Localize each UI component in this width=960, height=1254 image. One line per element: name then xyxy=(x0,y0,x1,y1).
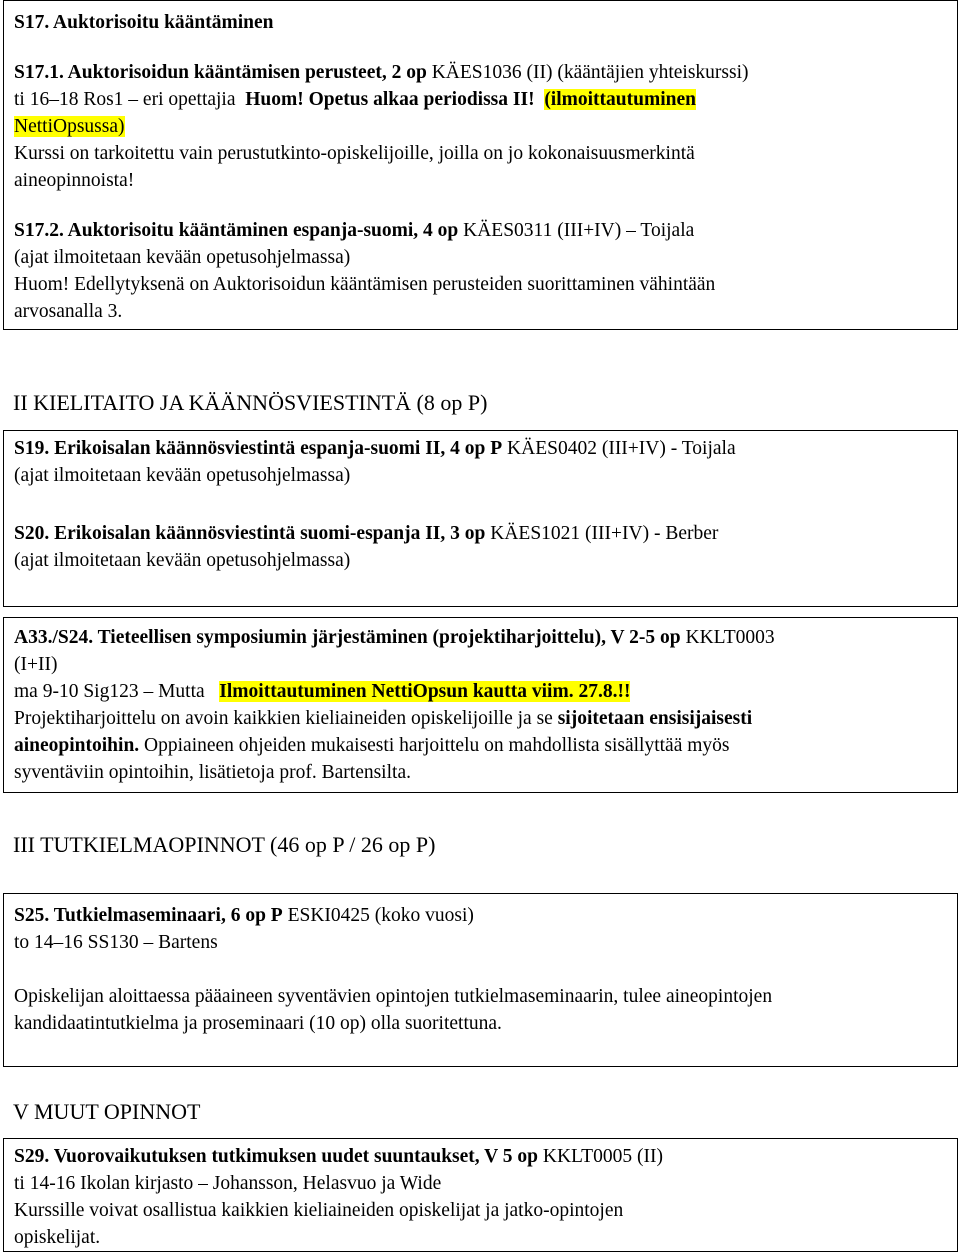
course-s19-time: (ajat ilmoitetaan kevään opetusohjelmassa) xyxy=(14,465,351,486)
course-a33: A33./S24. Tieteellisen symposiumin järjestäminen (projektiharjoittelu), V 2-5 op KKLT0003 xyxy=(14,627,775,648)
course-s17-2-time: (ajat ilmoitetaan kevään opetusohjelmassa) xyxy=(14,247,351,268)
course-box-s17 xyxy=(3,0,958,330)
course-s17-2-note: Huom! Edellytyksenä on Auktorisoidun kääntämisen perusteiden suorittaminen vähintään xyxy=(14,274,716,295)
course-s19: S19. Erikoisalan käännösviestintä espanja-suomi II, 4 op P KÄES0402 (III+IV) - Toijala xyxy=(14,438,736,459)
course-s20: S20. Erikoisalan käännösviestintä suomi-espanja II, 3 op KÄES1021 (III+IV) - Berber xyxy=(14,523,719,544)
heading-muut-opinnot: V MUUT OPINNOT xyxy=(13,1099,201,1124)
course-s17-1-desc: Kurssi on tarkoitettu vain perustutkinto-opiskelijoille, joilla on jo kokonaisuusmerkintä xyxy=(14,143,695,164)
course-box-s29 xyxy=(3,1138,958,1252)
course-a33-desc: Projektiharjoittelu on avoin kaikkien kieliaineiden opiskelijoille ja se sijoitetaan ensisijaisesti xyxy=(14,708,753,729)
course-s25-time: to 14–16 SS130 – Bartens xyxy=(14,932,218,953)
enrollment-highlight: Ilmoittautuminen NettiOpsun kautta viim. 27.8.!! xyxy=(219,681,631,702)
course-s29-desc-2: opiskelijat. xyxy=(14,1227,101,1248)
course-box-s19-s20 xyxy=(3,430,958,607)
course-s17-2-note-2: arvosanalla 3. xyxy=(14,301,123,322)
course-box-s25 xyxy=(3,893,958,1067)
course-s17-1: S17.1. Auktorisoidun kääntämisen perusteet, 2 op KÄES1036 (II) (kääntäjien yhteiskurssi) xyxy=(14,62,749,83)
course-box-a33 xyxy=(3,617,958,793)
course-a33-desc-3: syventäviin opintoihin, lisätietoja prof. Bartensilta. xyxy=(14,762,411,783)
section-title: S17. Auktorisoitu kääntäminen xyxy=(14,12,274,33)
heading-tutkielmaopinnot: III TUTKIELMAOPINNOT (46 op P / 26 op P) xyxy=(13,832,436,857)
course-s25-desc: Opiskelijan aloittaessa pääaineen syventävien opintojen tutkielmaseminaarin, tulee aineopintojen xyxy=(14,986,773,1007)
course-s20-time: (ajat ilmoitetaan kevään opetusohjelmassa) xyxy=(14,550,351,571)
course-a33-time: ma 9-10 Sig123 – Mutta Ilmoittautuminen NettiOpsun kautta viim. 27.8.!! xyxy=(14,681,631,702)
course-s29: S29. Vuorovaikutuksen tutkimuksen uudet suuntaukset, V 5 op KKLT0005 (II) xyxy=(14,1146,663,1167)
course-s17-1-desc-2: aineopinnoista! xyxy=(14,170,135,191)
enrollment-highlight: (ilmoittautuminen xyxy=(544,89,696,110)
course-s29-time: ti 14-16 Ikolan kirjasto – Johansson, Helasvuo ja Wide xyxy=(14,1173,442,1194)
heading-kielitaito: II KIELITAITO JA KÄÄNNÖSVIESTINTÄ (8 op P) xyxy=(13,390,488,415)
course-s25-desc-2: kandidaatintutkielma ja proseminaari (10 op) olla suoritettuna. xyxy=(14,1013,502,1034)
course-s25: S25. Tutkielmaseminaari, 6 op P ESKI0425 (koko vuosi) xyxy=(14,905,474,926)
course-a33-desc-2: aineopintoihin. Oppiaineen ohjeiden mukaisesti harjoittelu on mahdollista sisällyttää myös xyxy=(14,735,730,756)
course-a33-period: (I+II) xyxy=(14,654,58,675)
course-s17-1-enroll: NettiOpsussa) xyxy=(14,116,125,137)
course-s29-desc: Kurssille voivat osallistua kaikkien kieliaineiden opiskelijat ja jatko-opintojen xyxy=(14,1200,624,1221)
course-s17-1-time: ti 16–18 Ros1 – eri opettajia Huom! Opetus alkaa periodissa II! (ilmoittautuminen xyxy=(14,89,696,110)
course-s17-2: S17.2. Auktorisoitu kääntäminen espanja-suomi, 4 op KÄES0311 (III+IV) – Toijala xyxy=(14,220,695,241)
